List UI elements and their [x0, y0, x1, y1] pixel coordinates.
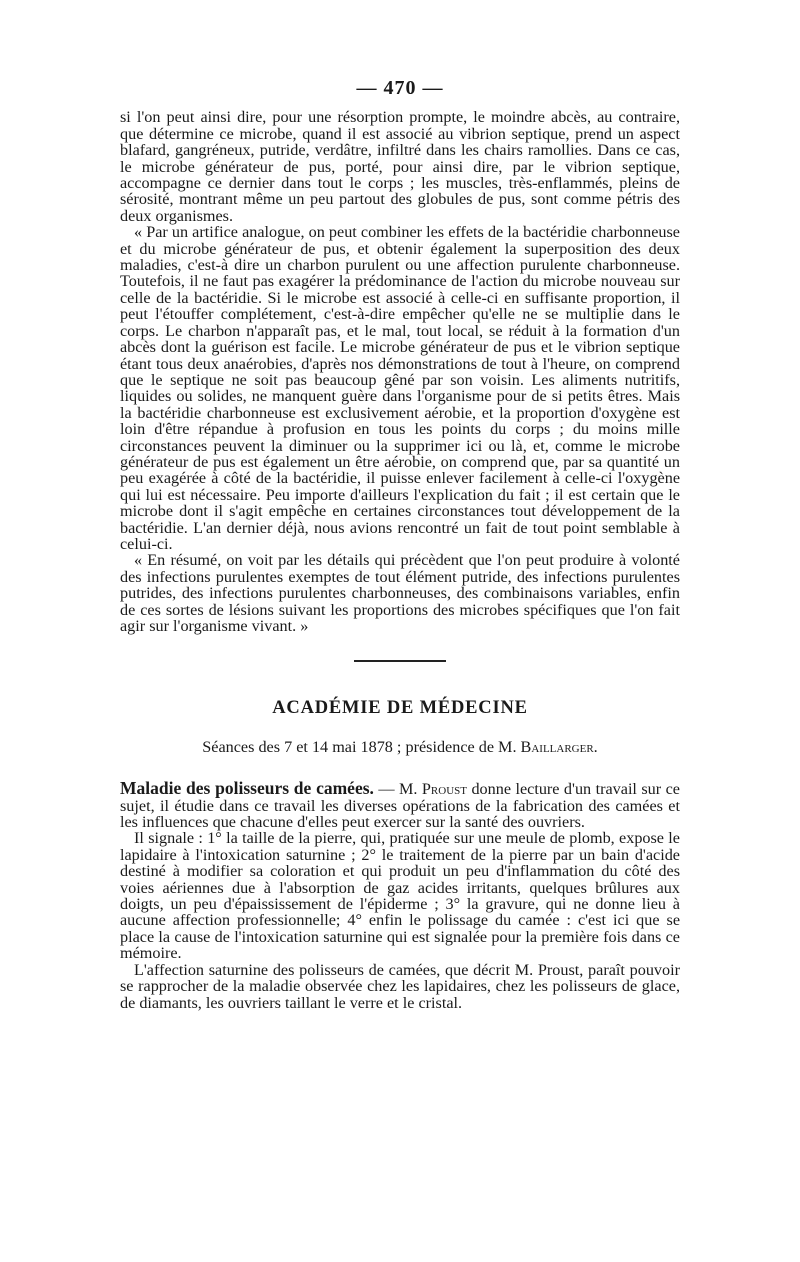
article-title: Maladie des polisseurs de camées.: [120, 778, 374, 799]
section-title: ACADÉMIE DE MÉDECINE: [272, 698, 528, 719]
article-lead-dash: — M.: [373, 780, 422, 799]
paragraph-quote-artifice: « Par un artifice analogue, on peut combiner les effets de la bactéridie charbonneuse et du microbe générateur de pus, et obtenir également la superposition des deux maladies, c'est-à dire un charbon purulent ou une affection purulente charbonneuse. Toutefois, il ne faut pas exagérer la prédominance de l'action du microbe nouveau sur celle de la bactéridie. Si le microbe est associé à celle-ci en suffisante proportion, il peut l'étouffer complétement, c'est-à-dire empêcher qu'elle ne se multiplie dans le corps. Le charbon n'apparaît pas, et le mal, tout local, se réduit à la formation d'un abcès dont la guérison est facile. Le microbe générateur de pus et le vibrion septique étant tous deux anaérobies, d'après nos démonstrations de tout à l'heure, on comprend que le septique ne soit pas beaucoup gêné par son voisin. Les aliments nutritifs, liquides ou solides, ne manquent guère dans l'organisme pour de si petits êtres. Mais la bactéridie charbonneuse est exclusivement aérobie, et la proportion d'oxygène est loin d'être répandue à profusion en tous les points du corps ; du moins mille circonstances peuvent la diminuer ou la supprimer ici ou là, et, comme le microbe générateur de pus est également un être aérobie, on comprend que, par sa quantité un peu exagérée à côté de la bactéridie, il puisse enlever facilement à celle-ci l'oxygène qui lui est nécessaire. Peu importe d'ailleurs l'explication du fait ; il est certain que le microbe dont il s'agit empêche en certaines circonstances tout développement de la bactéridie. L'an dernier déjà, nous avions rencontré un fait de tout point semblable à celui-ci.: [120, 223, 680, 553]
paragraph-continuation: si l'on peut ainsi dire, pour une résorption prompte, le moindre abcès, au contraire, que détermine ce microbe, quand il est associé au vibrion septique, prend un aspect blafard, gangréneux, putride, verdâtre, infiltré dans les chairs ramollies. Dans ce cas, le microbe générateur de pus, porté, pour ainsi dire, par le vibrion septique, accompagne ce dernier dans tout le corps ; les muscles, très-enflammés, pleins de sérosité, montrant même un peu partout des globules de pus, sont comme pétris des deux organismes.: [120, 108, 680, 225]
article-lead-text: donne lecture d'un travail sur ce sujet, il étudie dans ce travail les diverses opérations de la fabrication des camées et les influences que chacune d'elles peut exercer sur la santé des ouvriers.: [120, 780, 680, 832]
article-paragraph-signale: Il signale : 1° la taille de la pierre, qui, pratiquée sur une meule de plomb, expose le lapidaire à l'intoxication saturnine ; 2° le traitement de la pierre par un bain d'acide destiné à modifier sa coloration et qui produit un peu d'inflammation du côté des voies aériennes due à l'absorption de gaz acides irritants, quelques brûlures aux doigts, un peu d'épaississement de l'épiderme ; 3° la gravure, qui ne donne lieu à aucune affection professionnelle; 4° enfin le polissage du camée : c'est ici que se place la cause de l'intoxication saturnine qui est signalée pour la première fois dans ce mémoire.: [120, 829, 680, 963]
page-number: — 470 —: [356, 77, 444, 99]
article-paragraph-affection: L'affection saturnine des polisseurs de camées, que décrit M. Proust, paraît pouvoir se rapprocher de la maladie observée chez les lapidaires, chez les polisseurs de glace, de diamants, les ouvriers taillant le verre et le cristal.: [120, 960, 680, 1012]
paragraph-quote-resume: « En résumé, on voit par les détails qui précèdent que l'on peut produire à volonté des infections purulentes exemptes de tout élément putride, des infections purulentes putrides, des infections purulentes charbonneuses, des combinaisons variables, enfin de ces sortes de lésions suivant les proportions des microbes spécifiques que l'on fait agir sur l'organisme vivant. »: [120, 551, 680, 635]
document-page: [120, 77, 680, 1012]
article-author: Proust: [421, 780, 467, 799]
session-line: [120, 739, 680, 755]
session-text: Séances des 7 et 14 mai 1878 ; présidence de M.: [202, 737, 521, 756]
section-divider: [354, 660, 446, 663]
session-end: .: [593, 737, 598, 756]
article-lead-paragraph: [120, 780, 680, 830]
session-president: Baillarger: [520, 737, 594, 756]
